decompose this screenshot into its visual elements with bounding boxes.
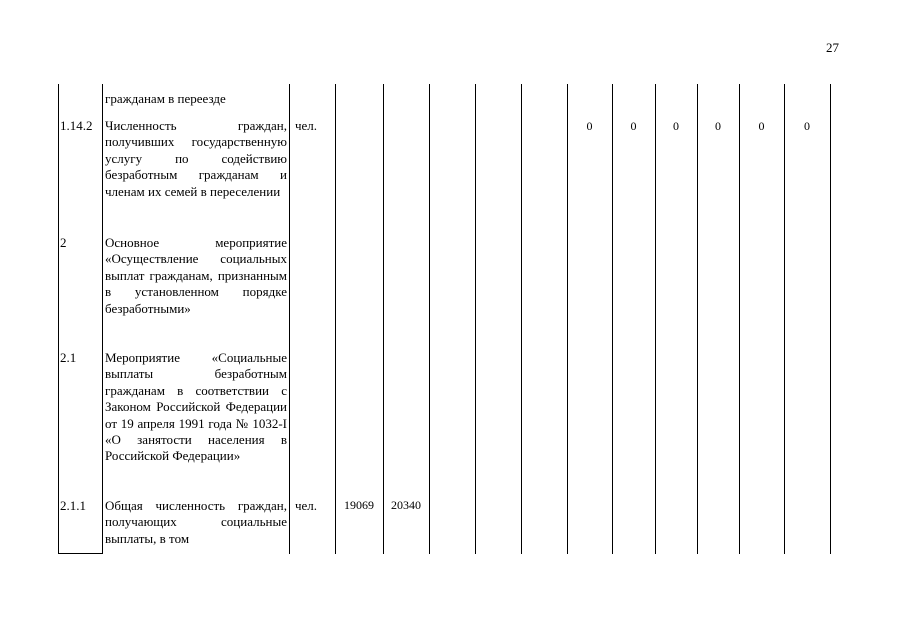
row-description: Мероприятие «Социальные выплаты безработным гражданам в соответствии с Законом Российской Федерации от 19 апреля 1991 года № 1032-I «О занятости населения в Российской Федерации» xyxy=(105,350,287,464)
value-cell: 0 xyxy=(715,119,721,133)
value-cell: 0 xyxy=(586,119,593,133)
row-unit: чел. xyxy=(295,118,318,133)
col-border xyxy=(830,84,831,554)
col-border xyxy=(335,84,336,554)
col-border xyxy=(289,84,290,554)
value-cell: 20340 xyxy=(391,498,421,512)
row-description: Численность граждан, получивших государственную услугу по содействию безработным гражданам и членам их семей в переселении xyxy=(105,118,287,199)
page-number: 27 xyxy=(826,40,839,55)
col-border xyxy=(784,84,785,554)
value-cell: 0 xyxy=(673,119,679,133)
col-border xyxy=(697,84,698,554)
value-cell: 19069 xyxy=(344,498,374,512)
col-border xyxy=(521,84,522,554)
col-border xyxy=(567,84,568,554)
col-border xyxy=(612,84,613,554)
row-border xyxy=(58,553,102,554)
row-number: 2 xyxy=(60,235,67,250)
col-border xyxy=(429,84,430,554)
col-border xyxy=(655,84,656,554)
col-border xyxy=(102,84,103,554)
row-description: Общая численность граждан, получающих социальные выплаты, в том xyxy=(105,498,287,546)
row-number: 1.14.2 xyxy=(60,118,93,133)
row-description: гражданам в переезде xyxy=(105,91,226,106)
row-number: 2.1.1 xyxy=(60,498,86,513)
col-border xyxy=(383,84,384,554)
value-cell: 0 xyxy=(758,119,765,133)
value-cell: 0 xyxy=(804,119,810,133)
col-border xyxy=(58,84,59,554)
col-border xyxy=(739,84,740,554)
row-unit: чел. xyxy=(295,498,318,513)
col-border xyxy=(475,84,476,554)
value-cell: 0 xyxy=(630,119,637,133)
row-description: Основное мероприятие «Осуществление социальных выплат гражданам, признанным в установленном порядке безработными» xyxy=(105,235,287,316)
row-number: 2.1 xyxy=(60,350,77,365)
